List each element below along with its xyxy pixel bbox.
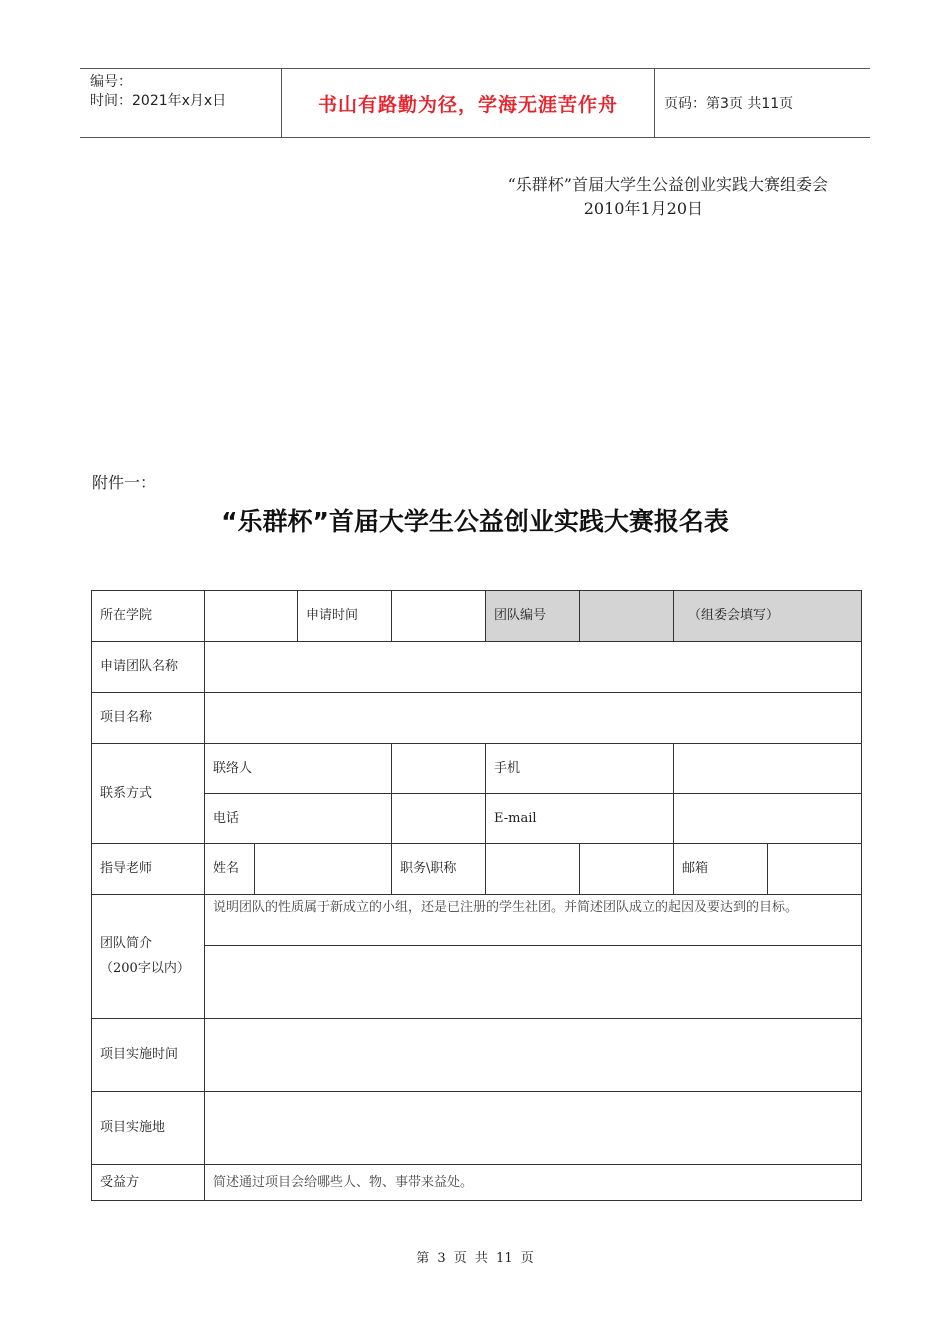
team-intro-field[interactable] <box>205 946 862 1019</box>
form-row-advisor <box>92 844 862 895</box>
implement-place-label: 项目实施地 <box>92 1092 205 1165</box>
project-name-label: 项目名称 <box>92 693 205 744</box>
beneficiary-label: 受益方 <box>92 1165 205 1201</box>
team-intro-title: 团队简介 <box>100 935 153 951</box>
form-row-team-intro-field <box>92 946 862 1019</box>
phone-field[interactable] <box>392 794 486 844</box>
time-label: 时间：2021年x月x日 <box>90 93 227 109</box>
form-row-beneficiary <box>92 1165 862 1201</box>
mobile-field[interactable] <box>674 744 862 794</box>
project-name-field[interactable] <box>205 693 862 744</box>
form-row-implement-place <box>92 1092 862 1165</box>
form-title: “乐群杯”首届大学生公益创业实践大赛报名表 <box>221 507 729 536</box>
advisor-name-field[interactable] <box>255 844 392 895</box>
registration-form <box>91 590 862 1201</box>
advisor-name-label: 姓名 <box>205 844 255 895</box>
team-number-label: 团队编号 <box>486 591 580 642</box>
form-row-implement-time <box>92 1019 862 1092</box>
page-footer: 第 3 页 共 11 页 <box>416 1251 534 1266</box>
organizer-name: “乐群杯”首届大学生公益创业实践大赛组委会 <box>507 175 828 194</box>
implement-time-label: 项目实施时间 <box>92 1019 205 1092</box>
college-label: 所在学院 <box>92 591 205 642</box>
advisor-mailbox-label: 邮箱 <box>674 844 768 895</box>
motto: 书山有路勤为径，学海无涯苦作舟 <box>281 69 655 137</box>
form-row-team-intro-hint <box>92 895 862 946</box>
team-intro-hint: 说明团队的性质属于新成立的小组，还是已注册的学生社团。并简述团队成立的起因及要达到的目标。 <box>205 895 862 946</box>
form-row-contact-2 <box>92 794 862 844</box>
email-label: E-mail <box>486 794 674 844</box>
page-header <box>80 68 870 138</box>
attachment-label: 附件一： <box>92 473 157 492</box>
advisor-mailbox-field[interactable] <box>768 844 862 895</box>
advisor-title-field-1[interactable] <box>486 844 580 895</box>
beneficiary-hint: 简述通过项目会给哪些人、物、事带来益处。 <box>205 1165 862 1201</box>
team-number-field <box>580 591 674 642</box>
team-intro-label <box>92 895 205 1019</box>
team-name-label: 申请团队名称 <box>92 642 205 693</box>
form-row-project-name <box>92 693 862 744</box>
contact-label: 联系方式 <box>92 744 205 844</box>
email-field[interactable] <box>674 794 862 844</box>
form-row-contact-1 <box>92 744 862 794</box>
form-row-team-name <box>92 642 862 693</box>
page-info: 页码：第3页 共11页 <box>664 96 794 112</box>
apply-time-field[interactable] <box>392 591 486 642</box>
committee-fill-note: （组委会填写） <box>674 591 862 642</box>
implement-time-field[interactable] <box>205 1019 862 1092</box>
number-label: 编号： <box>90 74 132 90</box>
advisor-title-field-2[interactable] <box>580 844 674 895</box>
apply-time-label: 申请时间 <box>298 591 392 642</box>
implement-place-field[interactable] <box>205 1092 862 1165</box>
advisor-title-label: 职务\职称 <box>392 844 486 895</box>
contact-person-field[interactable] <box>392 744 486 794</box>
team-name-field[interactable] <box>205 642 862 693</box>
college-field[interactable] <box>205 591 298 642</box>
advisor-label: 指导老师 <box>92 844 205 895</box>
contact-person-label: 联络人 <box>205 744 392 794</box>
mobile-label: 手机 <box>486 744 674 794</box>
team-intro-limit: （200字以内） <box>100 960 190 976</box>
phone-label: 电话 <box>205 794 392 844</box>
organizer-date: 2010年1月20日 <box>583 199 703 218</box>
form-row-college <box>92 591 862 642</box>
header-left <box>90 73 226 111</box>
